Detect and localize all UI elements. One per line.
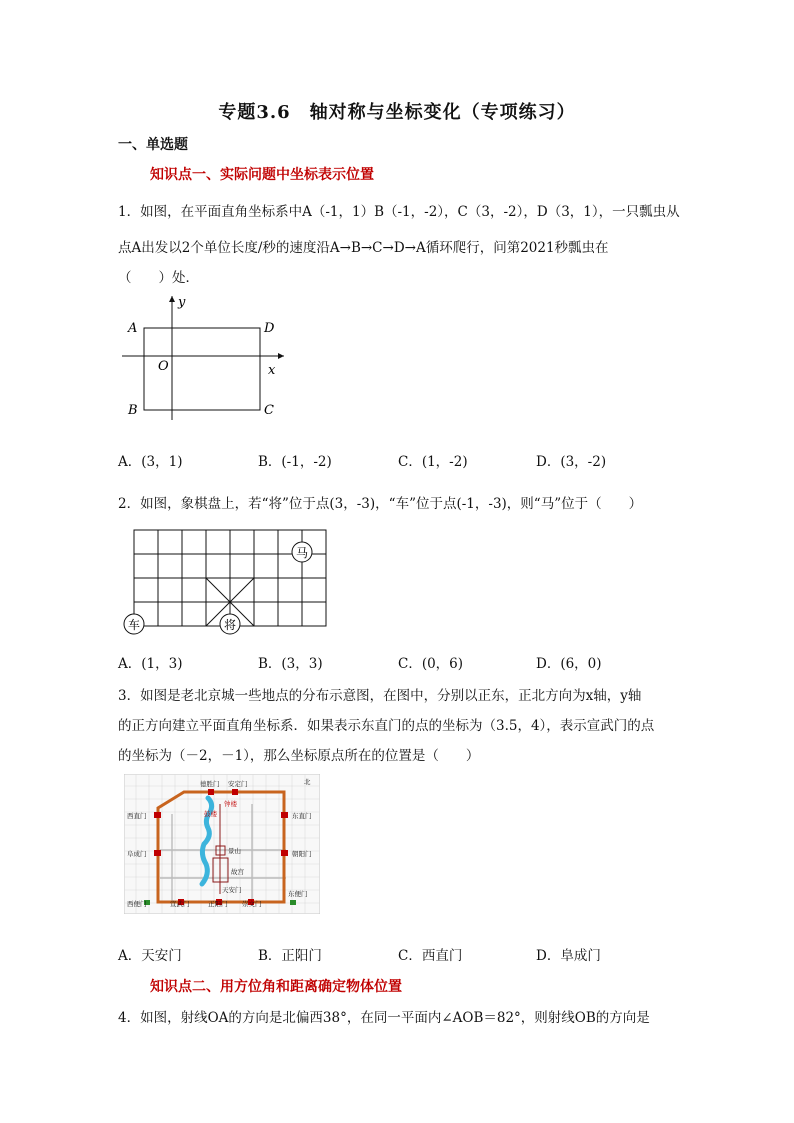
q2-option-b: B．(3，3) xyxy=(258,656,323,672)
q2-option-d: D．(6，0) xyxy=(536,656,602,672)
q3-option-b: B．正阳门 xyxy=(258,948,322,964)
q3-line-1: 3．如图是老北京城一些地点的分布示意图，在图中，分别以正东，正北方向为x轴，y轴 xyxy=(118,688,642,704)
q3-line-3: 的坐标为（－2，－1），那么坐标原点所在的位置是（ ） xyxy=(118,748,480,764)
section-heading: 一、单选题 xyxy=(118,137,188,153)
q1-option-a: A．(3，1) xyxy=(118,454,183,470)
knowledge-point-2: 知识点二、用方位角和距离确定物体位置 xyxy=(150,979,402,995)
fuchengmen-label: 阜成门 xyxy=(127,850,147,858)
gulou-label: 鼓楼 xyxy=(204,810,217,818)
jingshan-label: 景山 xyxy=(228,847,241,855)
q4-line-1: 4．如图，射线OA的方向是北偏西38°，在同一平面内∠AOB＝82°，则射线OB的方向是 xyxy=(118,1010,650,1026)
q1-option-c: C．(1，-2) xyxy=(398,454,468,470)
zhonglou-label: 钟楼 xyxy=(224,800,237,808)
q3-beijing-map xyxy=(124,774,320,914)
q3-option-d: D．阜成门 xyxy=(536,948,601,964)
label-origin: O xyxy=(158,359,169,374)
q1-option-b: B．(-1，-2) xyxy=(258,454,332,470)
label-c: C xyxy=(264,403,274,418)
dongzhimen-label: 东直门 xyxy=(292,812,312,820)
label-a: A xyxy=(128,321,138,336)
label-d: D xyxy=(264,321,275,336)
q2-option-a: A．(1，3) xyxy=(118,656,183,672)
xibianmen-label: 西便门 xyxy=(127,900,147,908)
chongwenmen-label: 崇文门 xyxy=(242,900,262,908)
dongbianmen-label: 东便门 xyxy=(288,890,308,898)
label-b: B xyxy=(128,403,138,418)
q1-line-3: （ ）处． xyxy=(118,270,199,286)
label-y: y xyxy=(178,295,186,310)
che-piece-label: 车 xyxy=(127,618,141,632)
deshengmen-label: 德胜门 xyxy=(200,780,220,788)
q2-chessboard-figure xyxy=(120,526,334,638)
q3-option-c: C．西直门 xyxy=(398,948,463,964)
knowledge-point-1: 知识点一、实际问题中坐标表示位置 xyxy=(150,167,374,183)
north-label: 北 xyxy=(304,778,311,786)
page-title: 专题3.6 轴对称与坐标变化（专项练习） xyxy=(218,102,576,123)
q2-option-c: C．(0，6) xyxy=(398,656,464,672)
gugong-label: 故宫 xyxy=(231,868,244,876)
q3-line-2: 的正方向建立平面直角坐标系．如果表示东直门的点的坐标为（3.5，4），表示宣武门的点 xyxy=(118,718,655,734)
tiananmen-label: 天安门 xyxy=(222,886,242,894)
q1-line-1: 1．如图，在平面直角坐标系中A（-1，1）B（-1，-2），C（3，-2），D（3，1），一只瓢虫从 xyxy=(118,204,680,220)
xuanwumen-label: 宣武门 xyxy=(170,900,190,908)
label-x: x xyxy=(268,363,276,378)
q2-line-1: 2．如图，象棋盘上，若“将”位于点(3，-3)，“车”位于点(-1，-3)，则“马”位于（ ） xyxy=(118,496,643,512)
andingmen-label: 安定门 xyxy=(228,780,248,788)
xizhimen-label: 西直门 xyxy=(127,812,147,820)
chaoyangmen-label: 朝阳门 xyxy=(292,850,312,858)
ma-piece-label: 马 xyxy=(295,546,309,560)
jiang-piece-label: 将 xyxy=(223,618,237,632)
q1-line-2: 点A出发以2个单位长度/秒的速度沿A→B→C→D→A循环爬行，问第2021秒瓢虫在 xyxy=(118,240,609,256)
zhengyangmen-label: 正阳门 xyxy=(208,900,228,908)
q1-option-d: D．(3，-2) xyxy=(536,454,607,470)
q1-coordinate-figure xyxy=(118,292,298,422)
q3-option-a: A．天安门 xyxy=(118,948,182,964)
